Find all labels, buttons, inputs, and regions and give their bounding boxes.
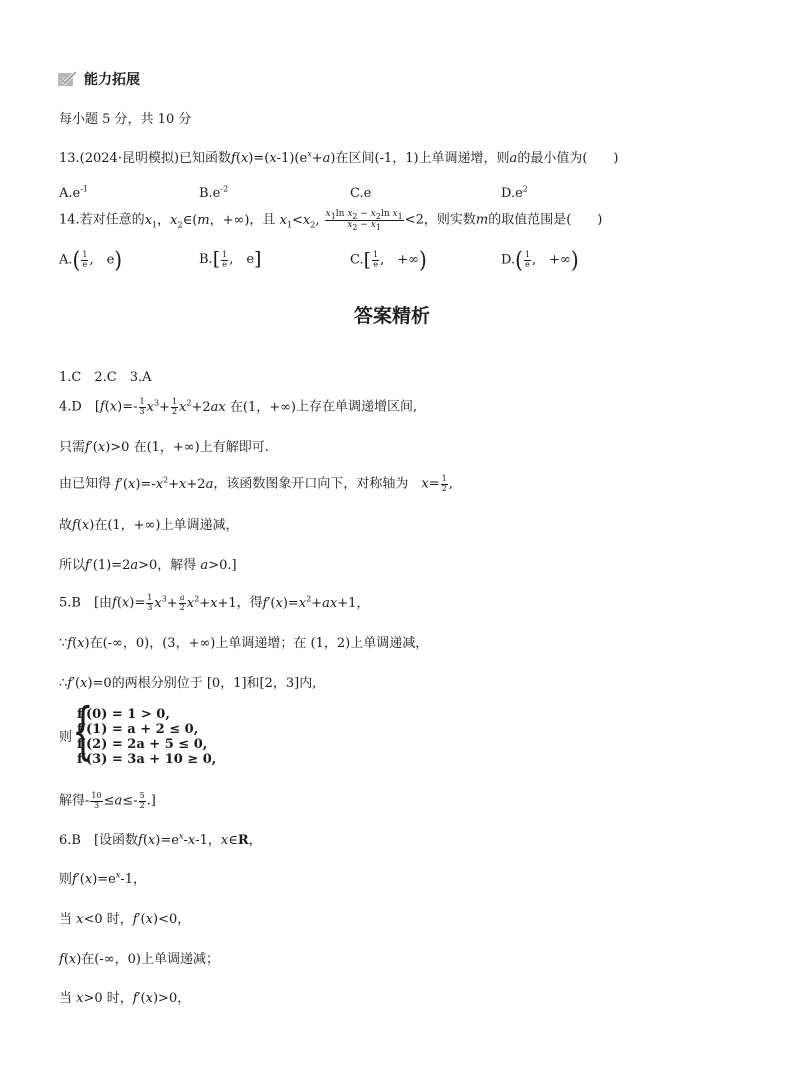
answer-5-line-1: 5.B [由f(x)= $\frac{1}{3}$ $x^3+$ $\frac{a}{2}$ $x^2+x+1$，得$f'(x)=x^2+ax+1$， [59, 593, 370, 612]
q13-choice-a[interactable]: $A.e^{-1}$ [59, 184, 89, 201]
answer-4-line-3: 由已知得 $f'(x)=-x^2+x+2a$，该函数图象开口向下，对称轴为 x= $\frac{1}{2}$ , [59, 474, 453, 493]
answer-6-line-4: f(x)在(-∞，0)上单调递减； [59, 952, 219, 967]
q13-choice-b[interactable]: $B.e^{-2}$ [199, 184, 229, 201]
question-13: 13.(2024·昆明模拟)已知函数$f(x)=(x-1)(e^x+a)$在区间(-1，1)上单调递增，则a的最小值为( ) [59, 149, 619, 166]
system-brace: { [72, 694, 94, 767]
answer-line-1: 1.C 2.C 3.A [59, 370, 152, 385]
system-line-3: f′(2) = 2a + 5 ≤ 0, [77, 737, 208, 752]
answer-4-line-1: 4.D [f(x)=- $\frac{1}{3}$ $x^3+$ $\frac{1}{2}$ $x^2+2ax$ 在(1，+∞)上存在单调递增区间, [59, 397, 418, 416]
answer-6-line-2: 则$f'(x)=e^x-1$， [59, 870, 147, 887]
answer-4-line-5: 所以f′(1)=2a>0，解得 a>0.] [59, 558, 237, 573]
system-line-2: f′(1) = a + 2 ≤ 0, [77, 722, 199, 737]
section-icon [58, 71, 78, 90]
answer-6-line-3: 当 x<0 时，f′(x)<0， [59, 912, 191, 927]
scoring-text: 每小题 5 分，共 10 分 [59, 112, 192, 127]
q14-choice-d[interactable]: D.( $\frac{1}{e}$ , +∞) [501, 246, 579, 274]
answer-4-line-4: 故f(x)在(1，+∞)上单调递减， [59, 518, 239, 533]
inequality-system [77, 707, 216, 767]
q13-choice-d[interactable]: $D.e^2$ [501, 184, 528, 201]
answer-5-line-2: ∵f(x)在(-∞，0)，(3，+∞)上单调递增；在 (1，2)上单调递减， [59, 636, 429, 651]
section-title: 能力拓展 [84, 72, 140, 88]
answer-5-line-4: 则 [59, 730, 73, 745]
answer-5-line-5: 解得- $\frac{10}{3}$ ≤a≤- $\frac{5}{2}$ .] [59, 791, 156, 810]
system-line-4: f′(3) = 3a + 10 ≥ 0, [77, 752, 217, 767]
answer-4-line-2: 只需f′(x)>0 在(1，+∞)上有解即可. [59, 440, 269, 455]
answer-6-line-5: 当 x>0 时，f′(x)>0， [59, 991, 191, 1006]
answers-title: 答案精析 [354, 305, 431, 327]
q14-choice-b[interactable]: B.[ $\frac{1}{e}$ , e] [199, 248, 262, 270]
answer-6-line-1: 6.B [设函数$f(x)=e^x-x-1$，x∈R， [59, 831, 262, 848]
system-line-1: f′(0) = 1 > 0, [77, 707, 170, 722]
q14-choice-a[interactable]: A.( $\frac{1}{e}$ , e) [59, 246, 123, 274]
question-14: 14.若对任意的$x_1$，$x_2\in(m$，+∞)，且 $x_1<x_2$, $\frac{x_1\ln x_2 - x_2\ln x_1}{x_2 - x_1}$ <2，则实数m的取值范围是( ) [59, 209, 603, 232]
q14-choice-c[interactable]: C.[ $\frac{1}{e}$ , +∞) [350, 246, 427, 274]
q13-choice-c[interactable]: C.e [350, 186, 372, 201]
answer-5-line-3: ∴f′(x)=0的两根分别位于 [0，1]和[2，3]内, [59, 676, 317, 691]
